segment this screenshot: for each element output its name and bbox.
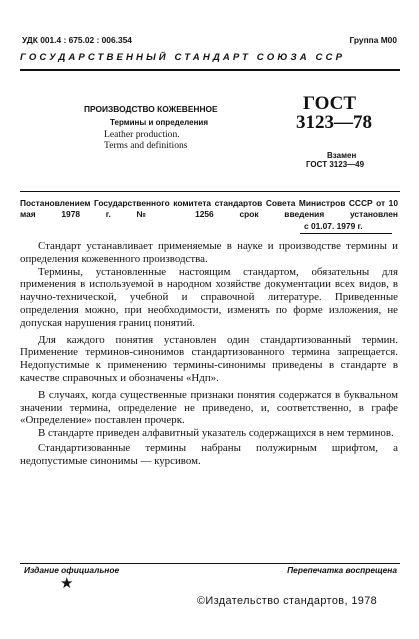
date-underline	[300, 233, 392, 234]
paragraph-scope: Стандарт устанавливает применяемые в науке и производстве термины и определения кожевенного производства.	[20, 240, 398, 265]
gost-number: 3123—78	[296, 112, 372, 133]
state-standard-heading: ГОСУДАРСТВЕННЫЙ СТАНДАРТ СОЮЗА ССР	[20, 52, 346, 63]
paragraph-synonyms: Для каждого понятия установлен один стандартизованный термин. Применение терминов-синонимов стандартизованного термина запрещается. Недопустимые к применению термины-синонимы приведены в стандарте в качестве справочных и обозначены «Ндп».	[20, 333, 398, 384]
reprint-prohibited-label: Перепечатка воспрещена	[287, 565, 397, 575]
top-rule	[20, 69, 400, 71]
paragraph-mandatory: Термины, установленные настоящим стандартом, обязательны для применения в используемой в народном хозяйстве документации всех видов, в научно-технической, учебной и справочной литературе. Приведенные определения можно, при необходимости, изменять по форме изложения, не допуская нарушения границ понятий.	[20, 265, 398, 329]
star-icon: ★	[60, 576, 74, 592]
title-en-line2: Terms and definitions	[104, 140, 188, 151]
replaced-value: ГОСТ 3123—49	[306, 160, 365, 169]
official-edition-label: Издание официальное	[24, 565, 120, 575]
group-code: Группа М00	[349, 35, 397, 45]
replaced-label: Взамен	[327, 151, 357, 160]
introduction-date: с 01.07. 1979 г.	[304, 221, 363, 231]
paragraph-typography: Стандартизованные термины набраны полужирным шрифтом, а недопустимые синонимы — курсивом.	[20, 441, 398, 467]
document-title-ru: ПРОИЗВОДСТВО КОЖЕВЕННОЕ	[84, 104, 218, 114]
body-text	[20, 240, 398, 468]
document-subtitle-ru: Термины и определения	[110, 118, 209, 127]
paragraph-index: В стандарте приведен алфавитный указатель содержащихся в нем терминов.	[38, 427, 394, 440]
bottom-rule	[20, 563, 400, 564]
document-title-en	[104, 129, 188, 151]
paragraph-definitions: В случаях, когда существенные признаки понятия содержатся в буквальном значении термина, определение не приведено, и, соответственно, в графе «Определение» поставлен прочерк.	[20, 388, 398, 427]
udk-code: УДК 001.4 : 675.02 : 006.354	[22, 35, 132, 45]
gost-label: ГОСТ	[303, 93, 357, 114]
middle-rule	[20, 191, 400, 192]
publisher-copyright: ©Издательство стандартов, 1978	[197, 595, 378, 607]
decree-text: Постановлением Государственного комитета стандартов Совета Министров СССР от 10 мая 1978 г. № 1256 срок введения установлен	[20, 198, 398, 220]
title-en-line1: Leather production.	[104, 129, 180, 140]
